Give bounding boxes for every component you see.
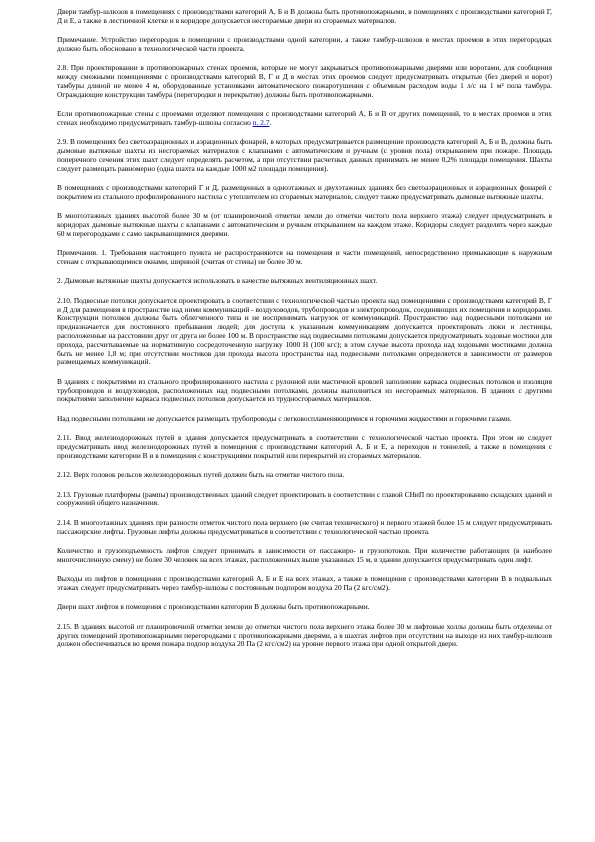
paragraph-20	[57, 623, 552, 649]
paragraph-19-text: Двери шахт лифтов в помещения с производствами категории В должны быть противопожарными.	[57, 602, 370, 612]
paragraph-4-text: Если противопожарные стены с проемами отделяют помещения с производствами категорий А, Б и В от других помещений, то в местах проемов в этих стенах необходимо предусматривать тамбур-шлюзы согласно	[57, 109, 552, 127]
paragraph-7-text: В многоэтажных зданиях высотой более 30 м (от планировочной отметки земли до отметки чистого пола верхнего этажа) следует предусматривать в коридорах дымовые вытяжные шахты с клапанами с автоматическим и ручным открыванием на каждом этаже. Коридоры следует разделять через каждые 60 м перегородками с само закрывающимися дверями.	[57, 211, 552, 238]
paragraph-11-text: В зданиях с покрытиями из стального профилированного настила с рулонной или мастичной кровлей заполнение каркаса подвесных потолков и изоляция трубопроводов и воздуховодов, расположенных над подвесными потолками, должны выполняться из несгораемых материалов. В зданиях с другими покрытиями заполнение каркаса подвесных потолков допускается из трудносгораемых материалов.	[57, 376, 552, 404]
paragraph-8-text: Примечания. 1. Требования настоящего пункта не распространяются на помещения и части помещений, непосредственно примыкающие к наружным стенам с открывающимися окнами, шириной (считая от стены) не более 30 м.	[57, 248, 552, 267]
paragraph-1-text: Двери тамбур-шлюзов в помещениях с производствами категорий А, Б и В должны быть противопожарными, в помещениях с производствами категорий Г, Д и Е, а также в лестничной клетке и в коридоре допускается несгораемые двери из сгораемых материалов.	[57, 7, 552, 25]
paragraph-13	[57, 434, 552, 460]
paragraph-2	[57, 36, 552, 54]
paragraph-13-text: 2.11. Ввод железнодорожных путей в здания допускается предусматривать в соответствии с технологической частью проекта. При этом не следует предусматривать ввод железнодорожных путей в помещения с производствами категорий А, Б и Е, а переходов и тоннелей, а также в помещения с производствами категории В и в помещения с конструкциями покрытий или перекрытий из сгораемых материалов.	[57, 433, 552, 460]
paragraph-12-text: Над подвесными потолками не допускается размещать трубопроводы с легковоспламеняющимися и горючими жидкостями и горючими газами.	[57, 413, 512, 423]
paragraph-3-text: 2.8. При проектировании в противопожарных стенах проемов, которые не могут закрываться противопожарными дверями или воротами, для сообщения между смежными помещениями с производствами категорий В, Г и Д в местах этих проемов следует предусматривать открытые (без дверей и ворот) тамбуры длиной не менее 4 м, оборудованные установками автоматического пожаротушения с объемным расходом воды 1 л/с на 1 м² пола тамбура. Ограждающие конструкции тамбура (перегородки и перекрытие) должны быть противопожарными.	[57, 63, 552, 99]
paragraph-20-text: 2.15. В зданиях высотой от планировочной отметки земли до отметки чистого пола верхнего этажа более 30 м лифтовые холлы должны быть отделены от других помещений противопожарными перегородками с противопожарными дверями, а в шахтах лифтов при отсутствии на выходе из них тамбур-шлюзов должен обеспечиваться во время пожара подпор воздуха 20 Па (2 кгс/см2) на уровне первого этажа при одной открытой двери.	[57, 621, 552, 649]
paragraph-8	[57, 249, 552, 267]
paragraph-19	[57, 603, 552, 612]
paragraph-12	[57, 415, 552, 424]
paragraph-14-text: 2.12. Верх головок рельсов железнодорожных путей должен быть на отметке чистого пола.	[57, 470, 345, 480]
paragraph-10	[57, 297, 552, 367]
paragraph-18-text: Выходы из лифтов в помещения с производствами категорий А, Б и Е на всех этажах, а также в помещения с производствами категории В в подвальных этажах следует предусматривать через тамбур-шлюзы с постоянным подпором воздуха 20 Па (2 кгс/см2).	[57, 574, 552, 592]
paragraph-14	[57, 471, 552, 480]
paragraph-5-text: 2.9. В помещениях без светоаэрационных и аэрационных фонарей, в которых предусматривается размещение производств категорий А, Б и В, должны быть дымовые вытяжные шахты из несгораемых материалов с клапанами с автоматическим и ручным (с уровня пола) открыванием при пожаре. Площадь поперечного сечения этих шахт следует определять расчетом, а при отсутствии расчетных данных принимать не менее 0,2% площади помещения. Шахты следует размещать равномерно (одна шахта на каждые 1000 м2 площади помещения).	[57, 137, 552, 173]
document-page	[57, 8, 552, 660]
paragraph-15-text: 2.13. Грузовые платформы (рампы) производственных зданий следует проектировать в соответствии с главой СНиП по проектированию складских зданий и сооружений общего назначения.	[57, 489, 552, 508]
paragraph-18	[57, 575, 552, 593]
paragraph-5	[57, 138, 552, 173]
paragraph-9-text: 2. Дымовые вытяжные шахты допускается использовать в качестве вытяжных вентиляционных шахт.	[57, 276, 378, 286]
paragraph-4-end: .	[269, 117, 272, 127]
paragraph-9	[57, 277, 552, 286]
paragraph-7	[57, 212, 552, 238]
clause-2-7-link[interactable]: п. 2.7	[252, 117, 270, 127]
paragraph-16-text: 2.14. В многоэтажных зданиях при разности отметок чистого пола верхнего (не считая технического) и первого этажей более 15 м следует предусматривать пассажирские лифты. Грузовые лифты должны предусматриваться в соответствии с технологической частью проекта.	[57, 517, 552, 536]
paragraph-11	[57, 378, 552, 404]
paragraph-6	[57, 184, 552, 202]
paragraph-17-text: Количество и грузоподъемность лифтов следует принимать в зависимости от пассажиро- и грузопотоков. При количестве работающих (в наиболее многочисленную смену) не более 30 человек на всех этажах, расположенных выше указанных 15 м, в здании допускается предусматривать один лифт.	[57, 545, 552, 564]
paragraph-3	[57, 64, 552, 99]
paragraph-17	[57, 547, 552, 565]
paragraph-4	[57, 110, 552, 128]
paragraph-16	[57, 519, 552, 537]
paragraph-1	[57, 8, 552, 26]
paragraph-10-text: 2.10. Подвесные потолки допускается проектировать в соответствии с технологической частью проекта над помещениями с производствами категорий В, Г и Д для размещения в пространстве над ними коммуникаций - воздуховодов, трубопроводов и электропроводок, соединяющих их помещения и коридорами. Конструкции потолков должны быть облегченного типа и не воспринимать нагрузок от коммуникаций. Пространство над подвесными потолками не предназначается для постоянного пребывания людей; для доступа к указанным коммуникациям допускается проектировать люки и лестницы, расположенные на расстоянии друг от друга не более 100 м. В пространстве над подвесными потолками допускается предусматривать ходовые мостики для прохода, рассчитываемые на нормативную сосредоточенную нагрузку 1000 Н (100 кгс); в этом случае высота прохода над ходовыми мостиками должна быть не менее 1,8 м; при отсутствии мостиков для прохода высота пространства над подвесными потолками определяется в зависимости от размеров размещаемых коммуникаций.	[57, 295, 552, 367]
paragraph-2-text: Примечание. Устройство перегородок в помещении с производствами одной категории, а также тамбур-шлюзов в местах проемов в этих перегородках должно быть обосновано в технологической части проекта.	[57, 35, 552, 53]
paragraph-15	[57, 491, 552, 509]
paragraph-6-text: В помещениях с производствами категорий Г и Д, размещенных в одноэтажных и двухэтажных зданиях без светоаэрационных и аэрационных фонарей с покрытием из стального профилированного настила с утеплителем из сгораемых материалов, следует также предусматривать дымовые вытяжные шахты.	[57, 183, 552, 201]
